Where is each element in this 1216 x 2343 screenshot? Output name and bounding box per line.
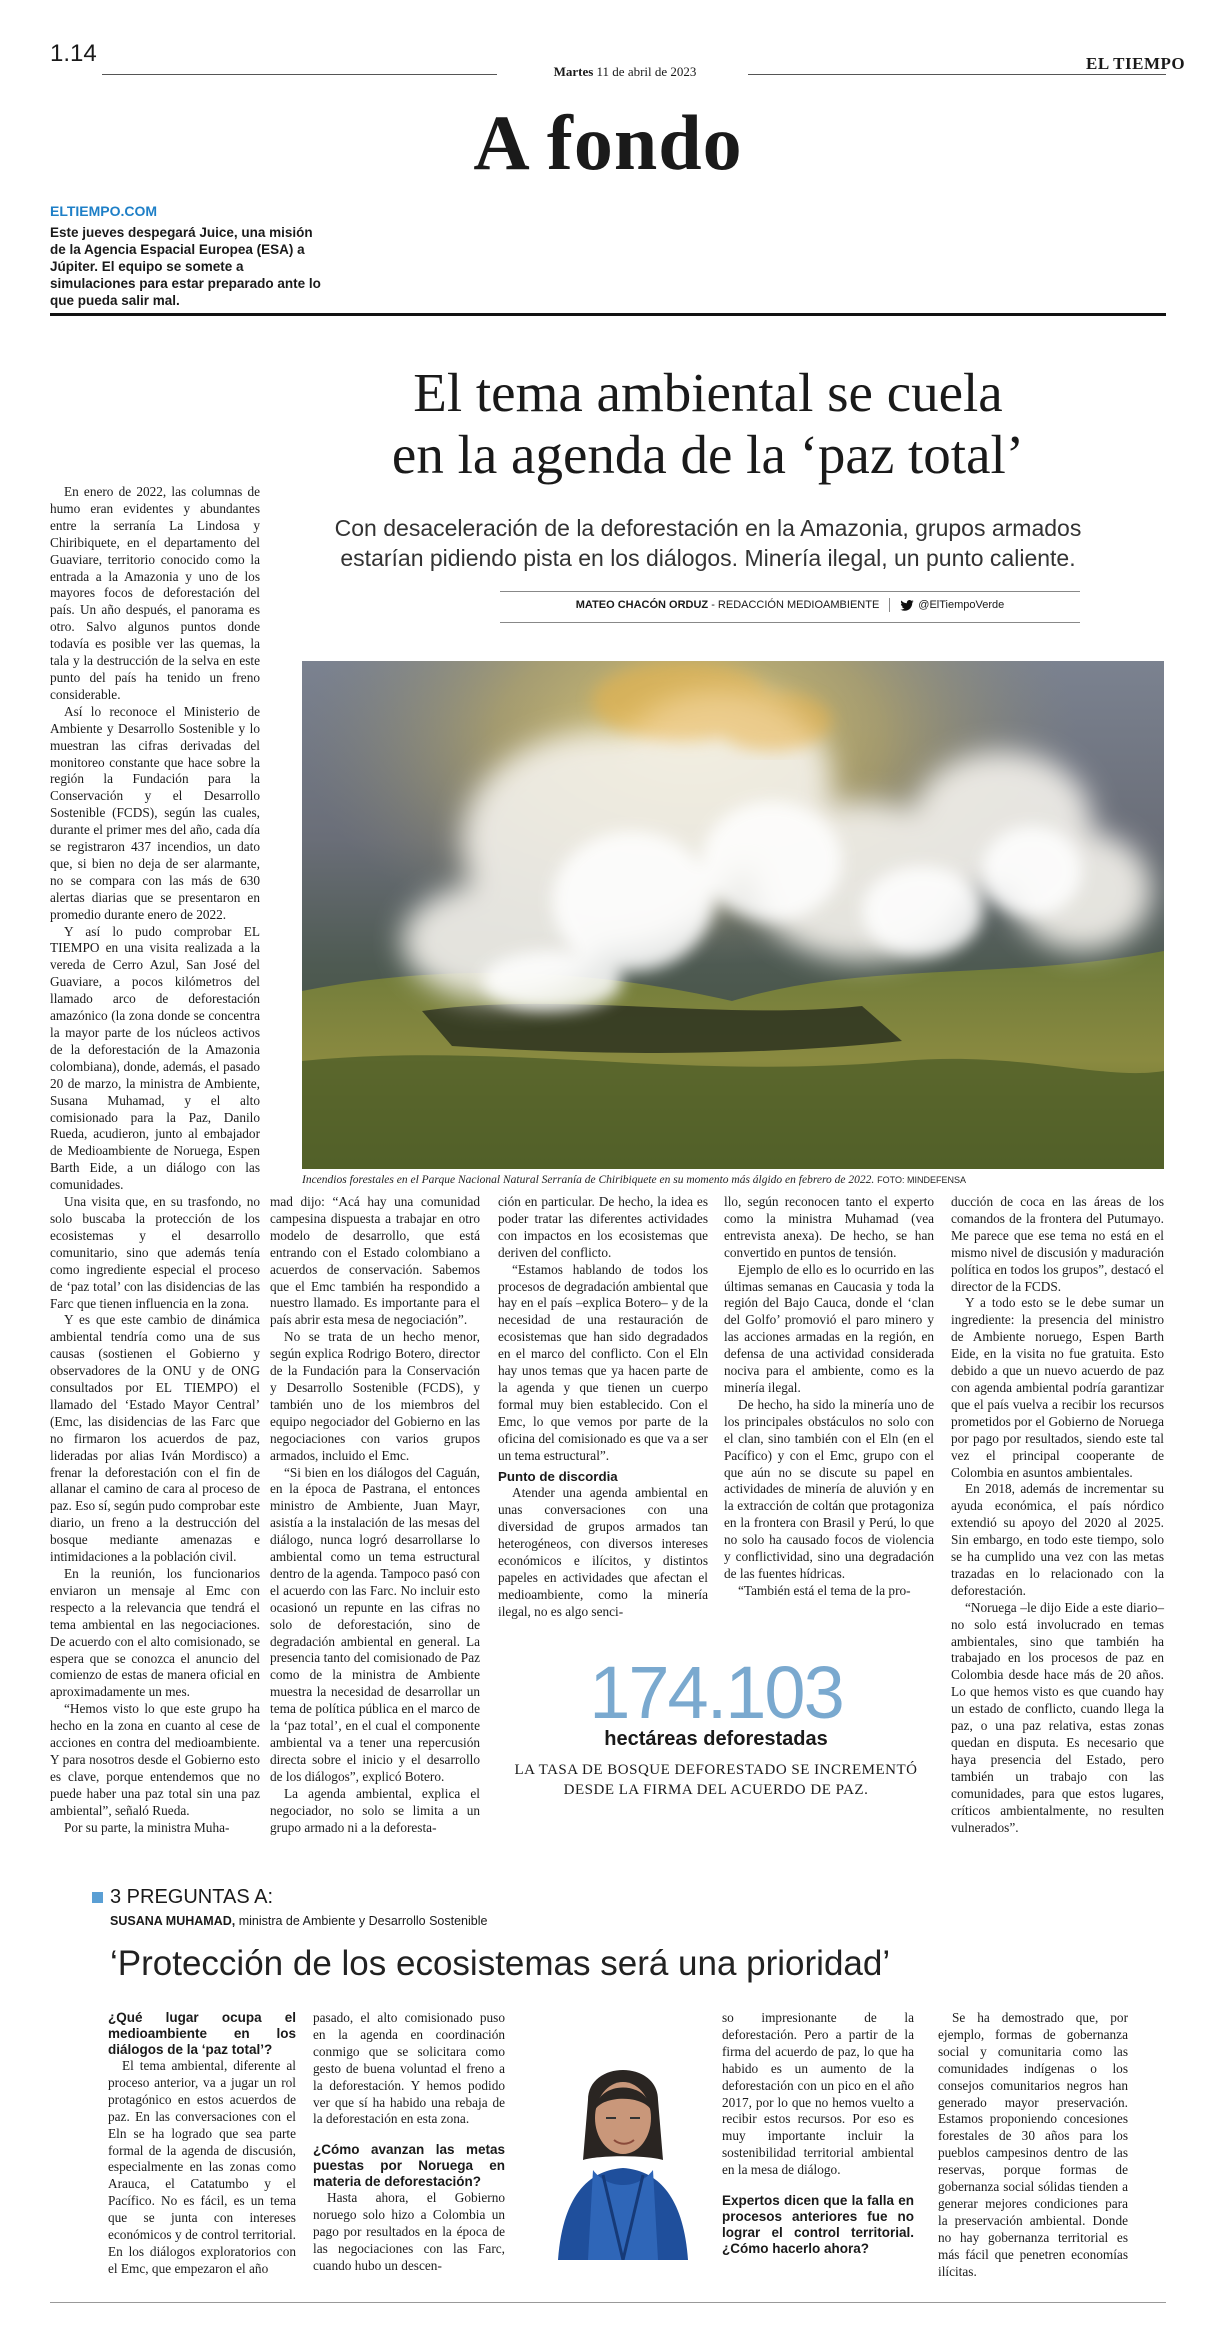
paragraph: Y es que este cambio de dinámica ambiental tendría como una de sus causas (sostienen el Gobierno y observadores de la ONU y de ONG consultados por EL TIEMPO) el llamado del ‘Estado Mayor Central’ (Emc, las disidencias de las Farc que no firmaron los acuerdos de paz, lideradas por alias Iván Mordisco) a frenar la deforestación con el fin de allanar el camino de cara al proceso de paz. Eso sí, según pudo comprobar este diario, un freno a la destrucción del bosque mediante amenazas e intimidaciones a la población civil.	[50, 1312, 260, 1565]
paragraph: Así lo reconoce el Ministerio de Ambiente y Desarrollo Sostenible y lo muestran las cifras derivadas del monitoreo constante que hace sobre la región la Fundación para la Conservación y el Desarrollo Sostenible (FCDS), según las cuales, durante el primer mes del año, cada día se registraron 437 incendios, un dato que, si bien no deja de ser alarmante, no se compara con las más de 630 alertas diarias que se presentaron en promedio durante enero de 2022.	[50, 703, 260, 922]
byline-author: MATEO CHACÓN ORDUZ	[575, 599, 709, 611]
paragraph: “Si bien en los diálogos del Caguán, en la época de Pastrana, el entonces ministro de Ambiente, Juan Mayr, asistía a la instalación de las mesas del diálogo, nunca logró desarrollarse lo ambiental como un tema estructural dentro de la agenda. Tampoco pasó con el acuerdo con las Farc. No incluir esto ocasionó un repunte en las cifras no solo de deforestación, sino de degradación ambiental en general. La presencia tanto del comisionado de Paz como de la ministra de Ambiente muestra la necesidad de desarrollar un tema de política pública en el marco de la ‘paz total’, en el cual el componente ambiental va a tener una repercusión directa sobre el inicio y el desarrollo de los diálogos”, explicó Botero.	[270, 1464, 480, 1784]
web-teaser: Este jueves despegará Juice, una misión de la Agencia Espacial Europea (ESA) a Júpiter. El equipo se somete a simulaciones para estar preparado ante lo que pueda salir mal.	[50, 225, 321, 308]
brand-logo: EL TIEMPO	[1086, 54, 1186, 73]
question-3: Expertos dicen que la falla en procesos anteriores fue no lograr el control territorial. ¿Cómo hacerlo ahora?	[722, 2193, 914, 2257]
paragraph: Atender una agenda ambiental en unas conversaciones con una diversidad de grupos armados tan heterogéneos, con diversos intereses económicos e ilícitos, y distintos papeles en actividades que afectan el medioambiente, como la minería ilegal, no es algo senci-	[498, 1485, 708, 1619]
byline-separator	[889, 598, 890, 612]
paragraph: En 2018, además de incrementar su ayuda económica, el país nórdico extendió su apoyo del 2020 al 2025. Sin embargo, en todo este tiempo, solo se ha cumplido una vez con las metas trazadas en lo relacionado con la deforestación.	[951, 1481, 1164, 1598]
interview-column-2	[313, 2010, 505, 2275]
bottom-rule	[50, 2302, 1166, 2303]
byline-twitter[interactable]: @ElTiempoVerde	[918, 599, 1005, 611]
question-1: ¿Qué lugar ocupa el medioambiente en los diálogos de la ‘paz total’?	[108, 2010, 296, 2057]
caption-text: Incendios forestales en el Parque Nacional Natural Serranía de Chiribiquete en su momento más álgido en febrero de 2022.	[302, 1174, 875, 1186]
answer-2-continued: so impresionante de la deforestación. Pero a partir de la firma del acuerdo de paz, lo que ha habido es un aumento de la deforestación con un pico en el año 2017, por lo que no hemos vuelto a recibir estos recursos. Por eso es muy importante incluir la sostenibilidad territorial ambiental en la mesa de diálogo.	[722, 2010, 914, 2178]
article-headline	[318, 362, 1098, 486]
section-divider	[50, 313, 1166, 316]
stat-number: 174.103	[589, 1651, 843, 1734]
headline-line-2: en la agenda de la ‘paz total’	[391, 424, 1025, 485]
paragraph: “Hemos visto lo que este grupo ha hecho en la zona en cuanto al cese de acciones en contra del medioambiente. Y para nosotros desde el Gobierno esto es clave, porque entendemos que no puede haber una paz total sin una paz ambiental”, señaló Rueda.	[50, 1701, 260, 1818]
header-rule-right	[748, 74, 1166, 75]
byline-rule-top	[500, 591, 1080, 592]
paragraph: “Noruega –le dijo Eide a este diario– no solo está involucrado en temas ambientales, sino que también ha trabajado en los procesos de paz en Colombia desde hace más de 20 años. Lo que hemos visto es que cuando hay un estado de conflicto, cuando llega la paz, o una paz relativa, estas zonas quedan en disputa. Es necesario que haya presencia del Estado, pero también un trabajo con las comunidades, para que estos lugares, críticos ambientalmente, no resulten vulnerados”.	[951, 1599, 1164, 1835]
forest-fire-photo	[302, 661, 1164, 1169]
answer-1: El tema ambiental, diferente al proceso anterior, va a jugar un rol protagónico en estos acuerdos de paz. En las conversaciones con el Eln se ha logrado que sea parte formal de la agenda de discusión, especialmente en las zonas como Arauca, el Catatumbo y el Pacífico. No es fácil, es un tema que se junta con intereses económicos y de control territorial. En los diálogos exploratorios con el Emc, que empezaron el año	[108, 2058, 296, 2276]
paragraph: Ejemplo de ello es lo ocurrido en las últimas semanas en Caucasia y toda la región del Bajo Cauca, donde el ‘clan del Golfo’ promovió el paro minero y las acciones armadas en la región, en defensa de una actividad considerada nociva para el ambiente, como es la minería ilegal.	[724, 1261, 934, 1395]
question-2: ¿Cómo avanzan las metas puestas por Noruega en materia de deforestación?	[313, 2142, 505, 2190]
interview-column-1	[108, 2010, 296, 2278]
paragraph: Una visita que, en su trasfondo, no solo buscaba la protección de los ecosistemas y el desarrollo comunitario, sino que además tenía como ingrediente especial el proceso de ‘paz total’ con las disidencias de las Farc que tienen influencia en la zona.	[50, 1194, 260, 1311]
headline-line-1: El tema ambiental se cuela	[413, 362, 1003, 423]
paragraph: ducción de coca en las áreas de los comandos de la frontera del Putumayo. Me parece que ese tema no está en el mismo nivel de discusión y maduración política en todos los grupos”, destacó el director de la FCDS.	[951, 1194, 1164, 1294]
page-number: 1.14	[50, 40, 97, 67]
answer-3: Se ha demostrado que, por ejemplo, formas de gobernanza social y comunitaria como las comunidades indígenas o los consejos comunitarios negros han generado mayor preservación. Estamos proponiendo concesiones forestales de 30 años para los pueblos campesinos dentro de las reservas, porque formas de gobernanza social sólidas tienden a generar mejores condiciones para la preservación ambiental. Donde no hay gobernanza territorial es más fácil que penetren economías ilícitas.	[938, 2010, 1128, 2279]
paragraph: mad dijo: “Acá hay una comunidad campesina dispuesta a trabajar en otro modelo de desarrollo, que está entrando con el Estado colombiano a acuerdos de conservación. Sabemos que el Emc también ha respondido a nuestro llamado. Es importante para el país abrir esta mesa de negociación”.	[270, 1194, 480, 1328]
section-title: A fondo	[473, 99, 743, 186]
minister-portrait	[548, 2040, 698, 2260]
byline-desk: - REDACCIÓN MEDIOAMBIENTE	[708, 599, 880, 611]
photo-credit: FOTO: MINDEFENSA	[877, 1175, 966, 1185]
article-column-4	[724, 1194, 934, 1600]
paragraph: Por su parte, la ministra Muha-	[64, 1819, 230, 1835]
byline-rule-bottom	[500, 622, 1080, 623]
paragraph: La agenda ambiental, explica el negociador, no solo se limita a un grupo armado ni a la deforesta-	[270, 1785, 480, 1835]
header-rule-left	[102, 74, 497, 75]
stat-label: hectáreas deforestadas	[604, 1728, 828, 1750]
header-date-rest: 11 de abril de 2023	[596, 64, 697, 79]
subhead: Punto de discordia	[498, 1468, 618, 1484]
paragraph: llo, según reconocen tanto el experto como la ministra Muhamad (vea entrevista anexa). De hecho, se han convertido en puntos de tensión.	[724, 1194, 934, 1260]
article-column-2	[270, 1194, 480, 1836]
byline	[500, 598, 1080, 612]
answer-1-continued: pasado, el alto comisionado puso en la agenda en coordinación conmigo que se solicitara como gesto de buena voluntad el freno a la deforestación. Y hemos podido ver que sí ha habido una rebaja de la deforestación en esta zona.	[313, 2010, 505, 2127]
paragraph: En la reunión, los funcionarios enviaron un mensaje al Emc con respecto a la relevancia que tendrá el tema ambiental en las negociaciones. De acuerdo con el alto comisionado, se espera que se conozca el anuncio del comienzo de estas de manera oficial en aproximadamente un mes.	[50, 1566, 260, 1700]
stat-subtext: LA TASA DE BOSQUE DEFORESTADO SE INCREMENTÓ DESDE LA FIRMA DEL ACUERDO DE PAZ.	[514, 1762, 918, 1798]
article-column-5	[951, 1194, 1164, 1836]
header-date-day: Martes	[553, 64, 594, 79]
bullet-square-icon	[92, 1892, 103, 1903]
article-column-1	[50, 484, 260, 1837]
interview-person	[110, 1914, 487, 1928]
web-label[interactable]: ELTIEMPO.COM	[50, 203, 158, 219]
interview-title: ‘Protección de los ecosistemas será una prioridad’	[110, 1944, 891, 1983]
paragraph: “También está el tema de la pro-	[738, 1582, 911, 1598]
interview-column-3	[722, 2010, 914, 2257]
article-deck: Con desaceleración de la deforestación en la Amazonia, grupos armados estarían pidiendo pista en los diálogos. Minería ilegal, un punto caliente.	[334, 515, 1082, 571]
paragraph: Y así lo pudo comprobar EL TIEMPO en una visita realizada a la vereda de Cerro Azul, San José del Guaviare, a pocos kilómetros del llamado arco de deforestación amazónico (la zona donde se concentra la mayor parte de los núcleos activos de la deforestación de la Amazonia colombiana), donde, además, el pasado 20 de marzo, la ministra de Ambiente, Susana Muhamad, y el alto comisionado para la Paz, Danilo Rueda, acudieron, junto al embajador de Medioambiente de Noruega, Espen Barth Eide, a un diálogo con las comunidades.	[50, 923, 260, 1193]
answer-2: Hasta ahora, el Gobierno noruego solo hizo a Colombia un pago por resultados en la época de las negociaciones con las Farc, cuando hubo un descen-	[313, 2190, 505, 2273]
twitter-icon	[900, 600, 914, 611]
person-role: ministra de Ambiente y Desarrollo Sostenible	[235, 1914, 488, 1928]
paragraph: En enero de 2022, las columnas de humo eran evidentes y abundantes entre la serranía La Lindosa y Chiribiquete, en el departamento del Guaviare, territorio conocido como la entrada a la Amazonia y uno de los mayores focos de deforestación del país. Un año después, el panorama es otro. Salvo algunos puntos donde todavía es posible ver las quemas, la tala y la destrucción de la selva en este punto del país ha tenido un freno considerable.	[50, 484, 260, 702]
paragraph: “Estamos hablando de todos los procesos de degradación ambiental que hay en el país –explica Botero– y de la necesidad de una restauración de ecosistemas que han sido degradados en el marco del conflicto. Con el Eln hay unos temas que ya hacen parte de la agenda y que tienen un cuerpo formal muy bien establecido. Con el Emc, lo que vemos por parte de la oficina del comisionado es que va a ser un tema estructural”.	[498, 1261, 708, 1463]
header-date	[520, 64, 730, 80]
article-column-3	[498, 1194, 708, 1621]
paragraph: De hecho, ha sido la minería uno de los principales obstáculos no solo con el clan, sino también con el Eln (en el Pacífico) y con el Emc, grupo con el que aún no se discute su papel en actividades de minería de aluvión y en la extracción de coltán que protagoniza en la frontera con Brasil y Perú, lo que no solo ha causado focos de violencia y conflictividad, sino una degradación de las fuentes hídricas.	[724, 1396, 934, 1581]
interview-label: 3 PREGUNTAS A:	[110, 1886, 274, 1908]
interview-column-4	[938, 2010, 1128, 2281]
person-name: SUSANA MUHAMAD,	[110, 1914, 236, 1928]
paragraph: No se trata de un hecho menor, según explica Rodrigo Botero, director de la Fundación para la Conservación y Desarrollo Sostenible (FCDS), y también uno de los miembros del equipo negociador del Gobierno en las negociaciones con varios grupos armados, incluido el Emc.	[270, 1329, 480, 1463]
photo-caption	[302, 1174, 1164, 1186]
paragraph: ción en particular. De hecho, la idea es poder tratar las diferentes actividades con impactos en los ecosistemas que deriven del conflicto.	[498, 1194, 708, 1260]
paragraph: Y a todo esto se le debe sumar un ingrediente: la presencia del ministro de Ambiente noruego, Espen Barth Eide, en la visita no fue gratuita. Esto debido a que un nuevo acuerdo de paz con agenda ambiental podría garantizar que el país vuelva a recibir los recursos prometidos por el Gobierno de Noruega por pago por resultados, siendo este tal vez el principal cooperante de Colombia en asuntos ambientales.	[951, 1295, 1164, 1480]
